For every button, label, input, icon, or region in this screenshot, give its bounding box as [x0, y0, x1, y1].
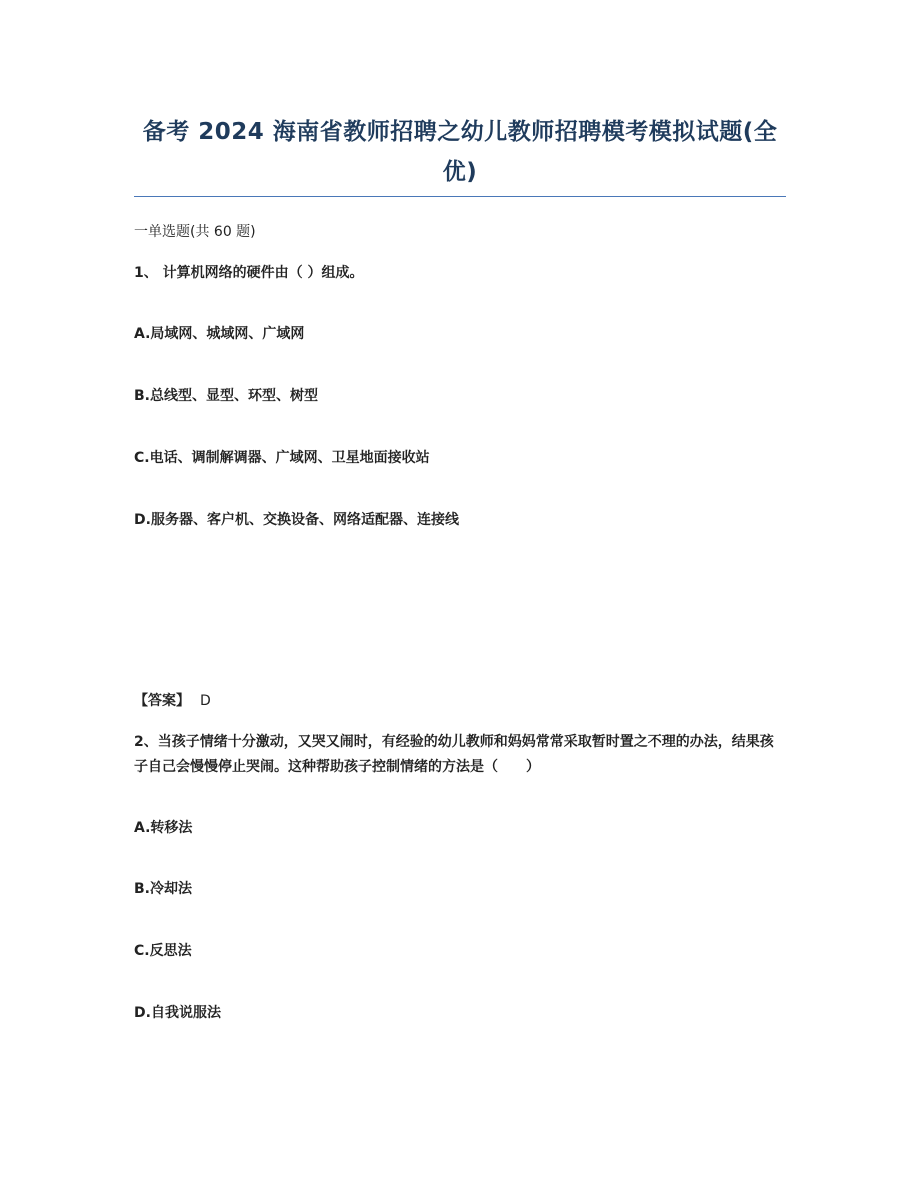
- question-2-option-d: D.自我说服法: [134, 1005, 221, 1021]
- question-2-stem: 2、当孩子情绪十分激动，又哭又闹时，有经验的幼儿教师和妈妈常常采取暂时置之不理的办法，结果孩子自己会慢慢停止哭闹。这种帮助孩子控制情绪的方法是（ ）: [134, 734, 774, 775]
- question-2-option-a: A.转移法: [134, 820, 193, 836]
- document-title-line-1: 备考 2024 海南省教师招聘之幼儿教师招聘模考模拟试题(全: [142, 119, 778, 145]
- answer-value: D: [200, 693, 211, 709]
- question-1-stem: 1、 计算机网络的硬件由（ ）组成。: [134, 265, 364, 281]
- question-2-option-b: B.冷却法: [134, 881, 192, 897]
- question-1-option-a: A.局域网、城域网、广域网: [134, 326, 305, 342]
- question-1-option-c: C.电话、调制解调器、广域网、卫星地面接收站: [134, 450, 430, 466]
- question-2-option-c: C.反思法: [134, 943, 192, 959]
- section-heading: 一单选题(共 60 题): [134, 224, 256, 240]
- question-1-answer: [134, 691, 211, 711]
- document-title: [134, 112, 786, 192]
- question-1-option-b: B.总线型、显型、环型、树型: [134, 388, 318, 404]
- title-divider: [134, 196, 786, 197]
- document-title-line-2: 优): [442, 159, 478, 185]
- answer-label: 【答案】: [134, 693, 190, 709]
- question-1-option-d: D.服务器、客户机、交换设备、网络适配器、连接线: [134, 512, 459, 528]
